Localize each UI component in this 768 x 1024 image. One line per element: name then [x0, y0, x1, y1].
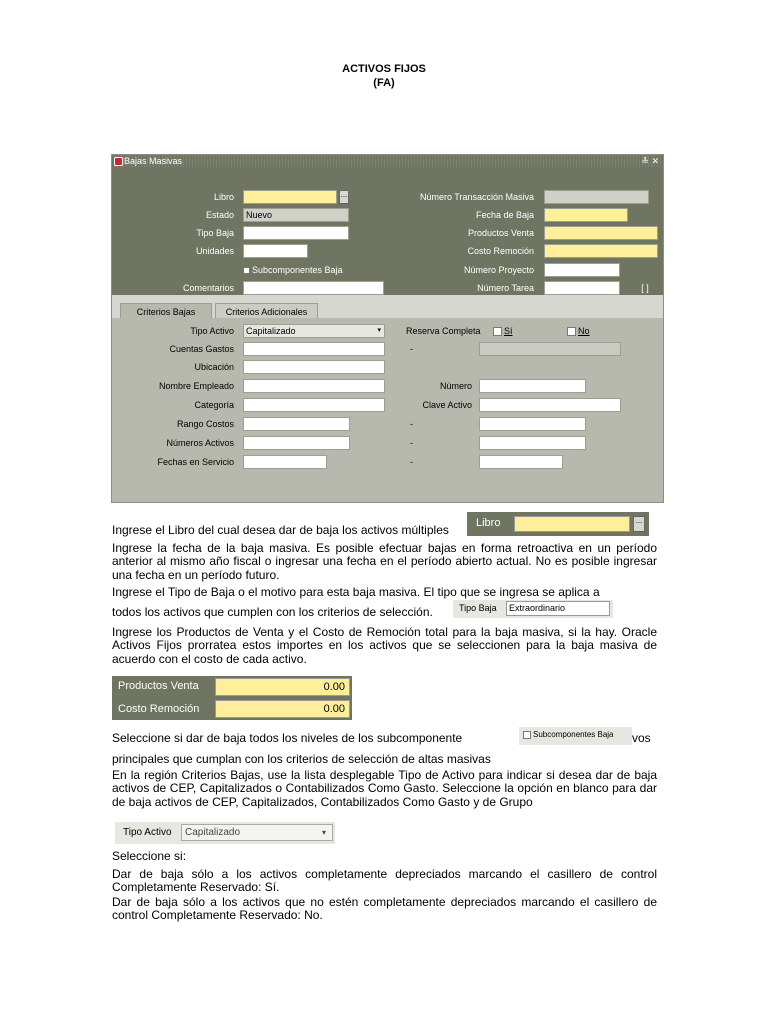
numero-label: Número [439, 381, 472, 391]
tipo-activo-snippet-label: Tipo Activo [123, 827, 172, 838]
paragraph-subcomponentes: Seleccione si dar de baja todos los niveles de los subcomponente [112, 731, 463, 745]
libro-field[interactable] [243, 190, 337, 204]
unidades-field[interactable] [243, 244, 308, 258]
paragraph-subcomponentes-tail: vos [632, 731, 651, 745]
numero-proyecto-field[interactable] [544, 263, 620, 277]
chevron-down-icon: ▾ [321, 828, 326, 837]
tipo-baja-snippet-field[interactable]: Extraordinario [506, 601, 610, 616]
oracle-window-icon [114, 157, 123, 166]
categoria-field[interactable] [243, 398, 385, 412]
fechas-servicio-label: Fechas en Servicio [157, 457, 234, 467]
range-dash: - [410, 457, 413, 467]
tipo-activo-snippet-select[interactable] [181, 824, 333, 841]
reserva-si-checkbox[interactable]: Sí [493, 324, 513, 338]
libro-lov-button[interactable]: ... [339, 190, 349, 204]
tab-criterios-adicionales[interactable]: Criterios Adicionales [215, 303, 318, 319]
libro-snippet-label: Libro [476, 517, 501, 529]
clave-activo-field[interactable] [479, 398, 621, 412]
range-dash: - [410, 438, 413, 448]
costo-remocion-snippet-field[interactable]: 0.00 [215, 700, 350, 718]
productos-venta-label: Productos Venta [467, 228, 534, 238]
fechas-servicio-hasta-field[interactable] [479, 455, 563, 469]
libro-label: Libro [213, 192, 234, 202]
tipo-baja-label: Tipo Baja [196, 228, 234, 238]
numero-transaccion-label: Número Transacción Masiva [419, 192, 534, 202]
costo-remocion-snippet-label: Costo Remoción [118, 703, 200, 715]
tipo-activo-snippet-value: Capitalizado [185, 827, 241, 838]
unidades-label: Unidades [195, 246, 234, 256]
numero-tarea-label: Número Tarea [477, 283, 534, 293]
window-titlebar [112, 155, 663, 167]
numeros-activos-label: Números Activos [166, 438, 234, 448]
libro-snippet-field[interactable] [514, 516, 630, 532]
rango-costos-field[interactable] [243, 417, 350, 431]
numero-tarea-field[interactable] [544, 281, 620, 295]
estado-label: Estado [205, 210, 234, 220]
tipo-activo-value: Capitalizado [246, 326, 296, 336]
tipo-activo-snippet [115, 822, 335, 844]
paragraph-tipo-baja-cont: todos los activos que cumplen con los criterios de selección. [112, 605, 433, 619]
subcomponentes-snippet[interactable] [519, 727, 632, 745]
comentarios-field[interactable] [243, 281, 384, 295]
paragraph-criterios: En la región Criterios Bajas, use la lista desplegable Tipo de Activo para indicar si desea dar de baja activos de CEP, Capitalizados o Contabilizados Como Gasto. Seleccione la opción en blanco para dar de baja activos de CEP, Capitalizados, Contabilizados Como Gasto y de Grupo [112, 768, 657, 809]
productos-venta-snippet-label: Productos Venta [118, 680, 199, 692]
numeros-activos-field[interactable] [243, 436, 350, 450]
subcomponentes-checkbox[interactable] [243, 263, 343, 277]
estado-field: Nuevo [243, 208, 349, 222]
paragraph-fecha: Ingrese la fecha de la baja masiva. Es posible efectuar bajas en forma retroactiva en un período anterior al mismo año fiscal o ingresar una fecha en el período abierto actual. No es posible ingresar una fecha en un período futuro. [112, 541, 657, 582]
comentarios-label: Comentarios [182, 283, 234, 293]
nombre-empleado-label: Nombre Empleado [158, 381, 234, 391]
fechas-servicio-field[interactable] [243, 455, 327, 469]
paragraph-libro: Ingrese el Libro del cual desea dar de baja los activos múltiples [112, 523, 449, 537]
subcomponentes-snippet-label: Subcomponentes Baja [533, 730, 614, 739]
range-dash: - [410, 344, 413, 354]
bajas-masivas-window [111, 154, 664, 503]
window-controls[interactable]: ≚ ✕ [641, 156, 659, 166]
tipo-activo-select[interactable] [243, 324, 385, 338]
document-subtitle: (FA) [373, 77, 395, 89]
cuentas-gastos-label: Cuentas Gastos [169, 344, 234, 354]
chevron-down-icon: ▾ [377, 327, 381, 334]
criterios-bajas-panel [112, 318, 663, 502]
fecha-baja-label: Fecha de Baja [475, 210, 534, 220]
libro-snippet [467, 512, 649, 536]
document-title: ACTIVOS FIJOS [342, 63, 426, 75]
paragraph-subcomponentes-cont: principales que cumplan con los criterios de selección de altas masivas [112, 752, 491, 766]
rango-costos-hasta-field[interactable] [479, 417, 586, 431]
tipo-baja-field[interactable] [243, 226, 349, 240]
numero-field[interactable] [479, 379, 586, 393]
paragraph-seleccione: Seleccione si: [112, 849, 187, 863]
reserva-no-checkbox[interactable]: No [567, 324, 590, 338]
numero-transaccion-field [544, 190, 649, 204]
checkbox-icon[interactable] [567, 327, 576, 336]
costo-remocion-field[interactable] [544, 244, 658, 258]
tipo-activo-label: Tipo Activo [190, 326, 234, 336]
paragraph-reservado-si: Dar de baja sólo a los activos completamente depreciados marcando el casillero de control Completamente Reservado: Sí. [112, 867, 657, 895]
checkbox-icon[interactable] [523, 731, 531, 739]
libro-snippet-lov-button[interactable]: ... [633, 516, 645, 532]
tipo-baja-snippet [453, 600, 613, 618]
cuentas-gastos-hasta-field [479, 342, 621, 356]
checkbox-icon[interactable] [243, 267, 250, 274]
ubicacion-field[interactable] [243, 360, 385, 374]
range-dash: - [410, 419, 413, 429]
rango-costos-label: Rango Costos [176, 419, 234, 429]
productos-venta-snippet [112, 676, 352, 720]
numero-proyecto-label: Número Proyecto [463, 265, 534, 275]
clave-activo-label: Clave Activo [422, 400, 472, 410]
productos-venta-snippet-field[interactable]: 0.00 [215, 678, 350, 696]
window-title: Bajas Masivas [124, 156, 183, 166]
numeros-activos-hasta-field[interactable] [479, 436, 586, 450]
checkbox-icon[interactable] [493, 327, 502, 336]
nombre-empleado-field[interactable] [243, 379, 385, 393]
paragraph-tipo-baja: Ingrese el Tipo de Baja o el motivo para esta baja masiva. El tipo que se ingresa se aplica a [112, 585, 600, 599]
cuentas-gastos-field[interactable] [243, 342, 385, 356]
paragraph-productos-venta: Ingrese los Productos de Venta y el Costo de Remoción total para la baja masiva, si la hay. Oracle Activos Fijos prorratea estos importes en los activos que se seleccionen para la baja masiva de acuerdo con el costo de cada activo. [112, 625, 657, 666]
ubicacion-label: Ubicación [194, 362, 234, 372]
descriptive-flex-field[interactable]: [ ] [641, 283, 649, 293]
categoria-label: Categoría [194, 400, 234, 410]
reserva-completa-label: Reserva Completa [406, 326, 481, 336]
paragraph-reservado-no: Dar de baja sólo a los activos que no estén completamente depreciados marcando el casillero de control Completamente Reservado: No. [112, 895, 657, 923]
costo-remocion-label: Costo Remoción [467, 246, 534, 256]
fecha-baja-field[interactable] [544, 208, 628, 222]
productos-venta-field[interactable] [544, 226, 658, 240]
subcomponentes-label: Subcomponentes Baja [252, 265, 343, 275]
header-region [112, 167, 663, 295]
tab-criterios-bajas[interactable]: Criterios Bajas [120, 303, 212, 319]
tipo-baja-snippet-label: Tipo Baja [459, 603, 497, 613]
